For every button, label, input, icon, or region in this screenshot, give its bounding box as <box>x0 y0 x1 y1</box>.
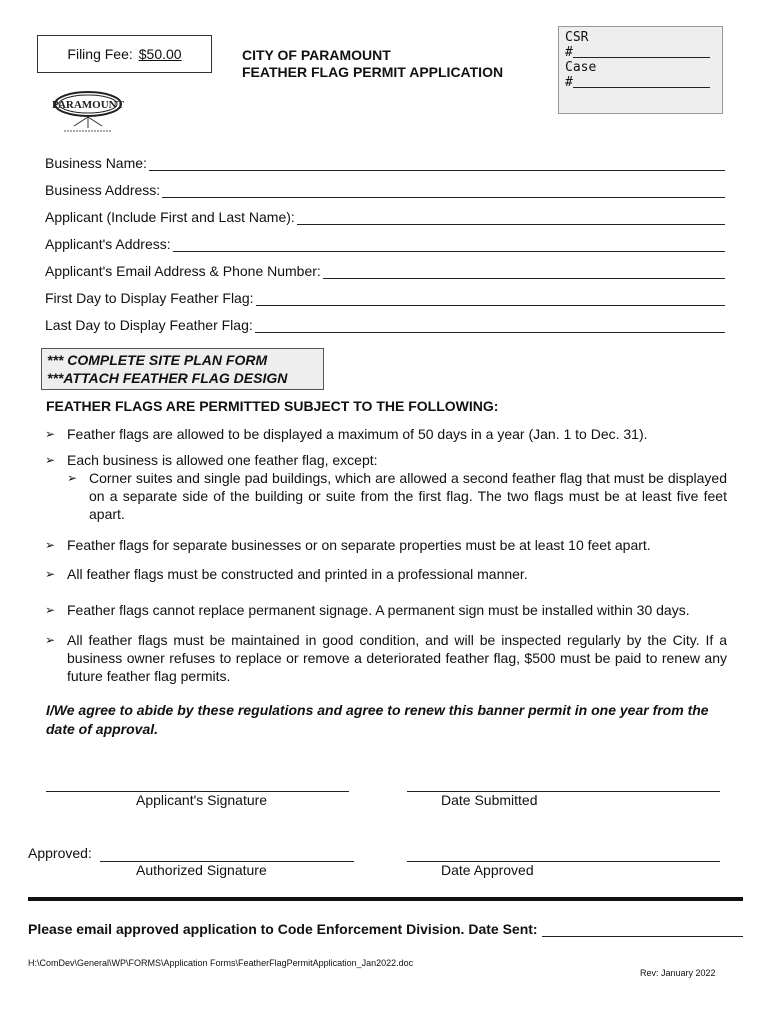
title-line-2: FEATHER FLAG PERMIT APPLICATION <box>242 64 504 80</box>
office-use-box <box>558 26 723 114</box>
csr-number-field[interactable]: # <box>565 45 716 60</box>
section-divider <box>28 897 743 901</box>
date-sent-field[interactable] <box>28 921 743 937</box>
rules-heading: FEATHER FLAGS ARE PERMITTED SUBJECT TO THE FOLLOWING: <box>46 398 499 414</box>
arrow-bullet-icon: ➢ <box>45 427 56 441</box>
filing-fee-box <box>37 35 212 73</box>
applicant-contact-field[interactable]: Applicant's Email Address & Phone Number: <box>45 261 725 279</box>
rule-item: ➢ Feather flags are allowed to be displayed a maximum of 50 days in a year (Jan. 1 to Dec. 31). <box>45 426 648 442</box>
arrow-bullet-icon: ➢ <box>67 471 78 485</box>
csr-label: CSR <box>565 30 589 45</box>
case-label: Case <box>565 60 597 75</box>
date-submitted-label: Date Submitted <box>441 792 538 808</box>
title-line-1: CITY OF PARAMOUNT <box>242 47 391 63</box>
last-day-field[interactable]: Last Day to Display Feather Flag: <box>45 315 725 333</box>
arrow-bullet-icon: ➢ <box>45 603 56 617</box>
arrow-bullet-icon: ➢ <box>45 453 56 467</box>
filing-fee-label: Filing Fee: <box>67 46 133 62</box>
arrow-bullet-icon: ➢ <box>45 633 56 647</box>
date-approved-label: Date Approved <box>441 862 534 878</box>
first-day-field[interactable]: First Day to Display Feather Flag: <box>45 288 725 306</box>
case-number-field[interactable]: # <box>565 75 716 90</box>
arrow-bullet-icon: ➢ <box>45 538 56 552</box>
logo-text: PARAMOUNT <box>52 99 124 111</box>
rule-item: ➢ Feather flags for separate businesses or on separate properties must be at least 10 feet apart. <box>45 537 651 553</box>
applicant-address-field[interactable]: Applicant's Address: <box>45 234 725 252</box>
revision-date: Rev: January 2022 <box>640 968 716 978</box>
business-address-field[interactable]: Business Address: <box>45 180 725 198</box>
arrow-bullet-icon: ➢ <box>45 567 56 581</box>
rule-item: ➢ All feather flags must be maintained in good condition, and will be inspected regularly by the City. If a business owner refuses to replace or remove a deteriorated feather flag, $500 must be paid to renew any future feather flag permits. <box>45 632 727 684</box>
authorized-signature-label: Authorized Signature <box>136 862 267 878</box>
email-instruction: Please email approved application to Code Enforcement Division. Date Sent: <box>28 921 538 937</box>
city-seal-logo <box>50 90 130 136</box>
rule-subitem: ➢ Corner suites and single pad buildings, which are allowed a second feather flag that must be displayed on a separate side of the building or suite from the first flag. The two flags must be at least five feet apart. <box>67 470 727 522</box>
applicant-name-field[interactable]: Applicant (Include First and Last Name): <box>45 207 725 225</box>
approved-label: Approved: <box>28 845 92 861</box>
page-title <box>242 47 503 81</box>
attachments-notice: *** COMPLETE SITE PLAN FORM ***ATTACH FEATHER FLAG DESIGN <box>41 348 324 390</box>
applicant-signature-label: Applicant's Signature <box>136 792 268 808</box>
filing-fee-amount: $50.00 <box>138 46 182 62</box>
rule-item: ➢ All feather flags must be constructed and printed in a professional manner. <box>45 566 528 582</box>
agreement-statement: I/We agree to abide by these regulations and agree to renew this banner permit in one year from the date of approval. <box>46 702 709 737</box>
rule-item: ➢ Each business is allowed one feather flag, except: <box>45 452 378 468</box>
business-name-field[interactable]: Business Name: <box>45 153 725 171</box>
file-path: H:\ComDev\General\WP\FORMS\Application Forms\FeatherFlagPermitApplication_Jan2022.doc <box>28 958 414 968</box>
rule-item: ➢ Feather flags cannot replace permanent signage. A permanent sign must be installed within 30 days. <box>45 602 690 618</box>
